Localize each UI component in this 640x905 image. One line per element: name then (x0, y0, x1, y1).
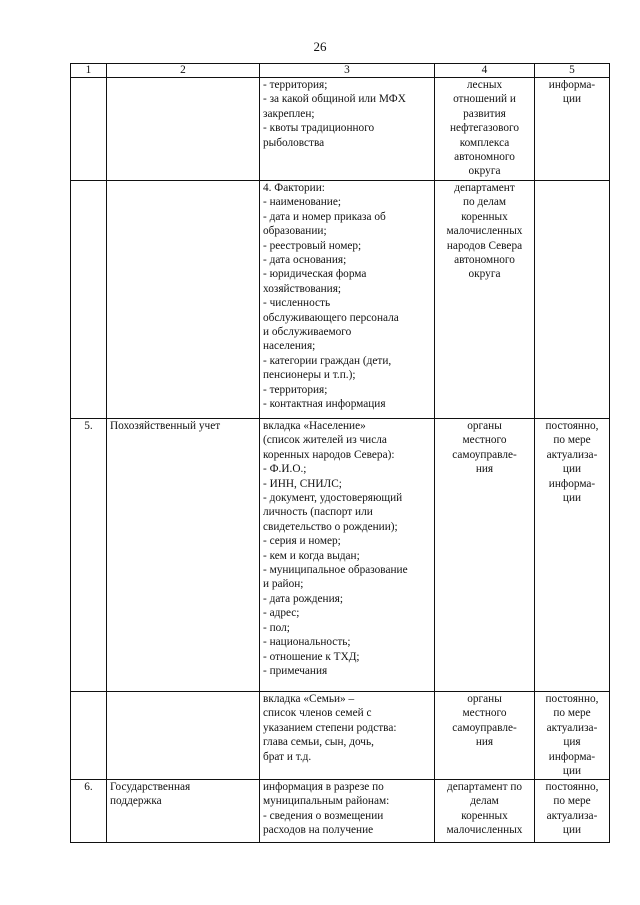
data-composition-line: - сведения о возмещении (263, 809, 384, 822)
register-name-line: Похозяйственный учет (110, 420, 221, 432)
responsible-body-line: комплекса (459, 136, 510, 149)
data-composition-line: - муниципальное образование (263, 564, 408, 577)
data-composition-line: - дата основания; (263, 254, 347, 267)
register-name (107, 692, 260, 780)
data-composition-line: рыболовства (263, 136, 325, 149)
responsible-body-line: департамент (454, 182, 515, 194)
header-cell-5: 5 (535, 64, 610, 78)
update-frequency-line: по мере (553, 707, 591, 720)
data-composition-line: закреплен; (263, 107, 315, 120)
row-number: 6. (71, 780, 107, 843)
data-composition-line: - пол; (263, 621, 290, 634)
register-name-line: Государственная (110, 781, 191, 793)
responsible-body-line: развития (463, 107, 506, 120)
responsible-body-line: лесных (466, 79, 503, 91)
responsible-body-line: департамент по (446, 781, 523, 793)
data-composition-line: - квоты традиционного (263, 122, 375, 135)
update-frequency (535, 78, 610, 181)
responsible-body-line: автономного (454, 254, 515, 267)
responsible-body (435, 419, 535, 692)
data-composition-line: брат и т.д. (263, 750, 312, 763)
data-composition-line: список членов семей с (263, 707, 372, 720)
data-composition (260, 780, 435, 843)
register-name (107, 78, 260, 181)
data-composition (260, 181, 435, 419)
table-row (71, 78, 610, 181)
data-composition-line: - реестровый номер; (263, 239, 362, 252)
data-composition (260, 78, 435, 181)
update-frequency-line: ции (562, 463, 582, 476)
row-number: 5. (71, 419, 107, 692)
update-frequency-line: актуализа- (546, 721, 598, 734)
data-composition-line: хозяйствования; (263, 282, 342, 295)
data-composition-line: пенсионеры и т.п.); (263, 369, 356, 382)
responsible-body-line: малочисленных (446, 225, 523, 238)
update-frequency (535, 181, 610, 419)
data-composition-line: - адрес; (263, 607, 300, 620)
register-name (107, 780, 260, 843)
update-frequency-line: по мере (553, 434, 591, 447)
update-frequency-line: постоянно, (545, 781, 599, 793)
responsible-body-line: нефтегазового (449, 122, 520, 135)
data-composition-line: информация в разрезе по (263, 781, 384, 793)
data-composition-line: свидетельство о рождении); (263, 520, 398, 533)
update-frequency-line: ции (562, 765, 582, 778)
row-number (71, 78, 107, 181)
data-composition-line: - территория; (263, 383, 328, 396)
row-number (71, 692, 107, 780)
data-composition-line: обслуживающего персонала (263, 311, 399, 324)
register-name-line: поддержка (110, 795, 162, 808)
responsible-body-line: округа (468, 165, 501, 178)
update-frequency-line: ция (563, 736, 581, 749)
responsible-body-line: самоуправле- (452, 448, 517, 461)
data-composition-line: - национальность; (263, 636, 351, 649)
responsible-body-line: органы (467, 693, 502, 705)
responsible-body-line: автономного (454, 151, 515, 164)
responsible-body-line: местного (462, 707, 507, 720)
table-header-row (71, 64, 610, 78)
update-frequency-line: по мере (553, 795, 591, 808)
data-composition-line: расходов на получение (263, 824, 374, 837)
update-frequency-line: информа- (548, 79, 596, 91)
responsible-body-line: ния (475, 736, 494, 749)
data-table (70, 63, 610, 843)
data-composition-line: - наименование; (263, 196, 341, 209)
data-composition-line: (список жителей из числа (263, 434, 387, 447)
data-composition-line: указанием степени родства: (263, 721, 397, 734)
update-frequency (535, 419, 610, 692)
responsible-body (435, 78, 535, 181)
responsible-body-line: делам (470, 795, 499, 808)
header-cell-2: 2 (107, 64, 260, 78)
data-composition-line: - юридическая форма (263, 268, 367, 281)
data-composition-line: и район; (263, 578, 304, 591)
responsible-body-line: округа (468, 268, 501, 281)
register-name (107, 419, 260, 692)
responsible-body-line: органы (467, 420, 502, 432)
responsible-body-line: ния (475, 463, 494, 476)
header-cell-1: 1 (71, 64, 107, 78)
update-frequency-line: постоянно, (545, 693, 599, 705)
data-composition-line: - кем и когда выдан; (263, 549, 360, 562)
responsible-body-line: местного (462, 434, 507, 447)
data-composition-line: - контактная информация (263, 398, 386, 411)
table-row (71, 419, 610, 692)
data-composition (260, 419, 435, 692)
data-composition-line: глава семьи, сын, дочь, (263, 736, 374, 749)
update-frequency-line: актуализа- (546, 809, 598, 822)
data-composition-line: - территория; (263, 79, 328, 91)
responsible-body-line: по делам (462, 196, 507, 209)
update-frequency-line: актуализа- (546, 448, 598, 461)
update-frequency-line: ции (562, 824, 582, 837)
data-composition-line: - дата и номер приказа об (263, 210, 386, 223)
update-frequency-line: ции (562, 93, 582, 106)
data-composition-line: населения; (263, 340, 316, 353)
data-composition-line: - документ, удостоверяющий (263, 492, 403, 505)
row-number (71, 181, 107, 419)
data-composition-line: - численность (263, 297, 331, 310)
data-composition-line: - примечания (263, 664, 328, 677)
table-row (71, 692, 610, 780)
data-composition-line: - ИНН, СНИЛС; (263, 477, 342, 490)
table-row (71, 780, 610, 843)
update-frequency (535, 780, 610, 843)
data-composition-line: вкладка «Семьи» – (263, 693, 355, 705)
update-frequency-line: информа- (548, 750, 596, 763)
responsible-body-line: малочисленных (446, 824, 523, 837)
data-composition-line: и обслуживаемого (263, 326, 352, 339)
data-composition-line: муниципальным районам: (263, 795, 390, 808)
table-row (71, 181, 610, 419)
responsible-body-line: самоуправле- (452, 721, 517, 734)
data-composition-line: - категории граждан (дети, (263, 354, 392, 367)
header-cell-4: 4 (435, 64, 535, 78)
responsible-body-line: народов Севера (446, 239, 523, 252)
responsible-body (435, 780, 535, 843)
data-composition-line: - отношение к ТХД; (263, 650, 360, 663)
data-composition (260, 692, 435, 780)
data-composition-line: - дата рождения; (263, 592, 343, 605)
responsible-body (435, 692, 535, 780)
data-composition-line: - Ф.И.О.; (263, 463, 307, 476)
data-composition-line: - серия и номер; (263, 535, 341, 548)
responsible-body-line: коренных (461, 809, 508, 822)
header-cell-3: 3 (260, 64, 435, 78)
data-composition-line: образовании; (263, 225, 327, 238)
data-composition-line: личность (паспорт или (263, 506, 373, 519)
responsible-body (435, 181, 535, 419)
data-composition-line: - за какой общиной или МФХ (263, 93, 406, 106)
update-frequency-line: ции (562, 492, 582, 505)
data-composition-line: коренных народов Севера): (263, 448, 395, 461)
update-frequency (535, 692, 610, 780)
data-composition-line: вкладка «Население» (263, 420, 366, 432)
register-name (107, 181, 260, 419)
update-frequency-line: постоянно, (545, 420, 599, 432)
responsible-body-line: коренных (461, 210, 508, 223)
update-frequency-line: информа- (548, 477, 596, 490)
responsible-body-line: отношений и (453, 93, 516, 106)
page-number: 26 (313, 39, 327, 54)
data-composition-line: 4. Фактории: (263, 182, 325, 194)
